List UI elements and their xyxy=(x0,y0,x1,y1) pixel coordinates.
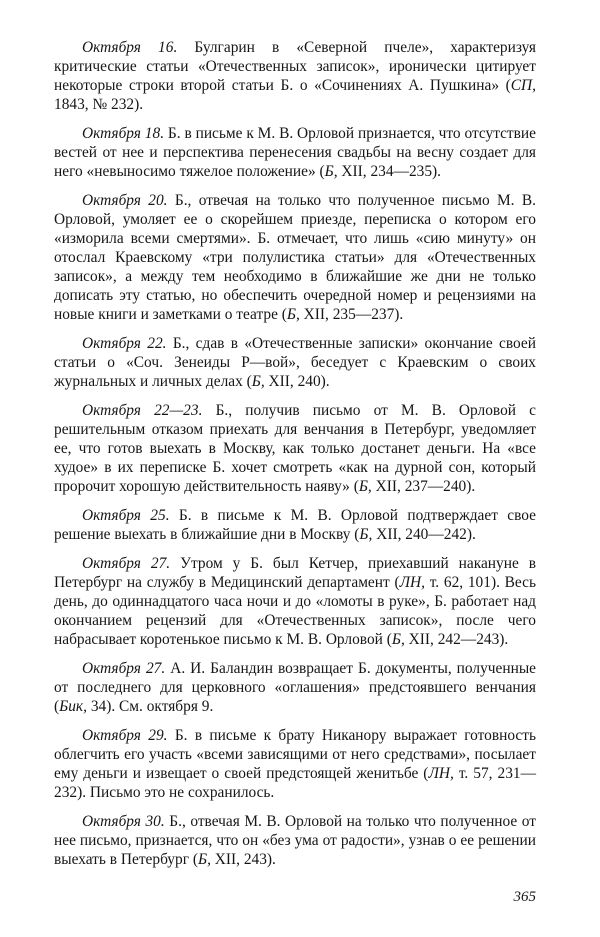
entry-text: Булгарин в «Северной пчеле», характеризуя критические статьи «Отечественных записок», иронически цитирует некоторые строки второй статьи Б. о «Сочинениях А. Пушкина» ( xyxy=(54,39,536,94)
entry-oct-16 xyxy=(54,38,536,114)
entry-text: Б. в письме к М. В. Орловой признается, что отсутствие вестей от нее и перспектива перенесения свадьбы на весну создает для него «невыносимо тяжелое положение» ( xyxy=(54,125,536,180)
entry-oct-27-ketcher xyxy=(54,554,536,649)
entry-date: Октября 22. xyxy=(82,335,167,352)
entry-text: XII, 243). xyxy=(210,851,276,868)
entry-text: Б., отвечая на только что полученное письмо М. В. Орловой, умоляет ее о скорейшем приезде, переписка о котором его «изморила всеми смертями». Б. отмечает, что лишь «сию минуту» он отослал Краевскому «три полулистика статьи» для «Отечественных записок», а между тем необходимо в ближайшие же дни не только дописать эту статью, но обеспечить очередной номер и рецензиями на новые книги и заметками о театре ( xyxy=(54,192,536,323)
page-number: 365 xyxy=(513,889,536,905)
entry-text: XII, 242—243). xyxy=(404,631,509,648)
entry-date: Октября 22—23. xyxy=(82,402,203,419)
entry-oct-27-balandin xyxy=(54,659,536,716)
entry-text: т. 57, 231—232). Письмо это не сохранилось. xyxy=(54,765,536,801)
source-ref: Б, xyxy=(359,526,373,543)
entry-text: Б., сдав в «Отечественные записки» окончание своей статьи о «Соч. Зенеиды Р—вой», беседует с Краевским о своих журнальных и личных делах ( xyxy=(54,335,536,390)
entry-date: Октября 20. xyxy=(82,192,168,209)
entry-oct-22 xyxy=(54,334,536,391)
entry-oct-20 xyxy=(54,191,536,324)
entry-text: Б., отвечая М. В. Орловой на только что полученное от нее письмо, признается, что он «без ума от радости», узнав о ее решении выехать в Петербург ( xyxy=(54,813,537,868)
source-ref: ЛН, xyxy=(399,574,425,591)
entry-text: 1843, № 232). xyxy=(54,96,144,113)
source-ref: Б, xyxy=(198,851,211,868)
entry-date: Октября 30. xyxy=(82,813,165,830)
entry-oct-30 xyxy=(54,812,536,869)
entry-oct-18 xyxy=(54,124,536,181)
source-ref: Б, xyxy=(251,373,265,390)
source-ref: Б, xyxy=(324,163,338,180)
entry-oct-22-23 xyxy=(54,401,536,496)
source-ref: Бик, xyxy=(59,698,87,715)
source-ref: СП, xyxy=(510,77,536,94)
source-ref: Б, xyxy=(358,478,372,495)
entry-date: Октября 29. xyxy=(82,727,168,744)
entry-date: Октября 16. xyxy=(82,39,178,56)
entry-text: 34). См. октября 9. xyxy=(86,698,214,715)
entry-oct-29 xyxy=(54,726,536,802)
entry-text: Утром у Б. был Кетчер, приехавший накануне в Петербург на службу в Медицинский департамент ( xyxy=(54,555,536,591)
entry-date: Октября 25. xyxy=(82,507,170,524)
entry-text: А. И. Баландин возвращает Б. документы, полученные от последнего для церковного «оглашения» предстоявшего венчания ( xyxy=(54,660,536,715)
entry-text: XII, 235—237). xyxy=(299,306,404,323)
entry-oct-25 xyxy=(54,506,536,544)
entry-text: Б. в письме к брату Никанору выражает готовность облегчить его участь «всеми зависящими от него средствами», посылает ему деньги и извещает о своей предстоящей женитьбе ( xyxy=(54,727,537,782)
source-ref: Б, xyxy=(391,631,405,648)
entry-date: Октября 18. xyxy=(82,125,165,142)
source-ref: Б, xyxy=(286,306,300,323)
entry-text: Б. в письме к М. В. Орловой подтверждает свое решение выехать в ближайшие дни в Москву ( xyxy=(54,507,536,543)
entry-text: Б., получив письмо от М. В. Орловой с решительным отказом приехать для венчания в Петербург, уведомляет ее, что готов выехать в Москву, как только достанет деньги. На «все худое» в их переписке Б. хочет смотреть «как на дурной сон, который пророчит хорошую действительность наяву» ( xyxy=(54,402,536,495)
entry-date: Октября 27. xyxy=(82,660,166,677)
entry-date: Октября 27. xyxy=(82,555,171,572)
entry-text: XII, 237—240). xyxy=(371,478,476,495)
source-ref: ЛН, xyxy=(428,765,454,782)
entry-text: XII, 234—235). xyxy=(337,163,442,180)
entry-text: т. 62, 101). Весь день, до одиннадцатого часа ночи и до «ломоты в руке», Б. работает над окончанием рецензий для «Отечественных записок», после чего набрасывает коротенькое письмо к М. В. Орловой ( xyxy=(54,574,536,648)
entry-text: XII, 240). xyxy=(264,373,330,390)
entry-text: XII, 240—242). xyxy=(372,526,476,543)
